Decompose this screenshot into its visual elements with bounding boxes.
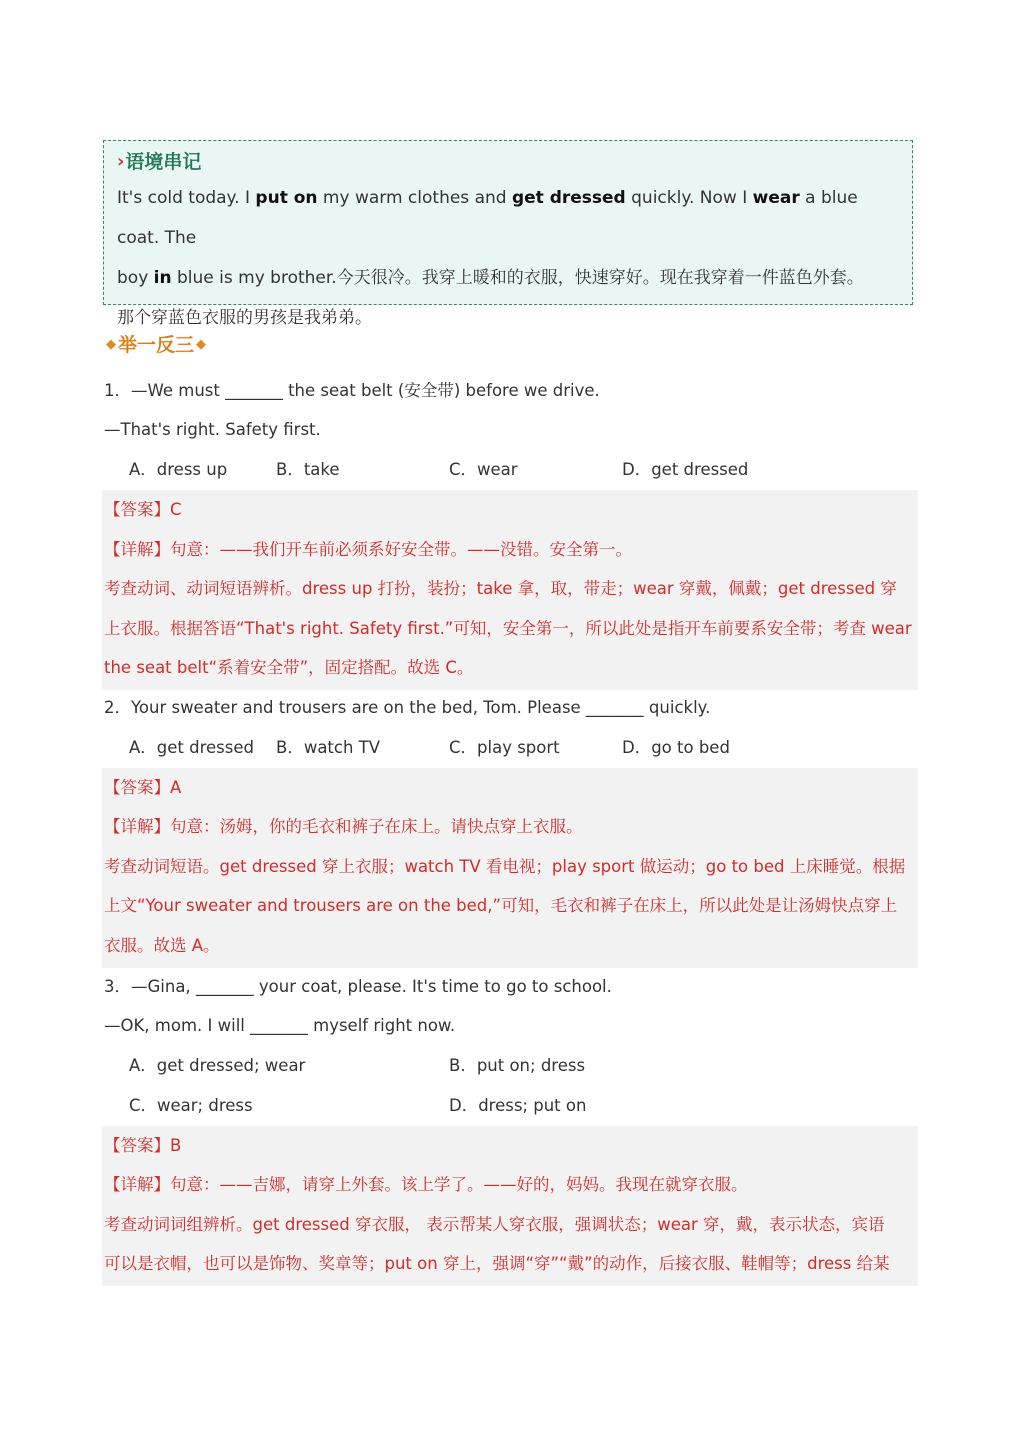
context-line-1: It's cold today. I put on my warm clothes and get dressed quickly. Now I wear a blue coat. The (117, 188, 858, 248)
option-b: B．put on; dress (449, 1056, 586, 1075)
context-line-3: 那个穿蓝色衣服的男孩是我弟弟。 (117, 308, 372, 328)
answer-1: 【答案】C (104, 500, 182, 519)
analysis-2-line-1: 考查动词短语。get dressed 穿上衣服；watch TV 看电视；play sport 做运动；go to bed 上床睡觉。根据 (104, 857, 906, 876)
answer-block-3 (102, 1126, 918, 1286)
option-a: A．dress up (129, 460, 228, 479)
section-title: ◆ 举一反三 ◆ (104, 330, 208, 360)
option-d: D．go to bed (622, 738, 730, 757)
answer-block-2 (102, 768, 918, 968)
question-3-options-row-1 (104, 1046, 918, 1086)
option-b: B．take (276, 460, 340, 479)
option-a: A．get dressed (129, 738, 254, 757)
detail-3: 【详解】句意：——吉娜，请穿上外套。该上学了。——好的，妈妈。我现在就穿衣服。 (104, 1175, 748, 1194)
option-d: D．get dressed (622, 460, 749, 479)
option-b: B．watch TV (276, 738, 381, 757)
detail-2: 【详解】句意：汤姆，你的毛衣和裤子在床上。请快点穿上衣服。 (104, 817, 583, 836)
analysis-1-line-3: the seat belt“系着安全带”，固定搭配。故选 C。 (104, 658, 474, 677)
option-c: C．play sport (449, 738, 560, 757)
question-3-options-row-2 (104, 1086, 918, 1126)
option-c: C．wear (449, 460, 518, 479)
question-2-stem: 2．Your sweater and trousers are on the bed, Tom. Please _______ quickly. (104, 698, 711, 717)
question-1-reply: —That's right. Safety first. (104, 420, 321, 439)
context-memory-box (103, 140, 913, 328)
question-3-stem: 3．—Gina, _______ your coat, please. It's time to go to school. (104, 977, 612, 996)
diamond-icon: ◆ (106, 337, 116, 352)
keyword-get-dressed: get dressed (511, 188, 626, 208)
analysis-3-line-2: 可以是衣帽，也可以是饰物、奖章等；put on 穿上，强调“穿”“戴”的动作，后接衣服、鞋帽等；dress 给某 (104, 1254, 890, 1273)
diamond-icon: ◆ (196, 337, 207, 352)
analysis-2-line-3: 衣服。故选 A。 (104, 936, 220, 955)
keyword-in: in (153, 268, 172, 288)
context-box-body (117, 178, 902, 338)
keyword-wear: wear (752, 188, 800, 208)
question-3-reply: —OK, mom. I will _______ myself right now. (104, 1016, 456, 1035)
question-1-stem: 1．—We must _______ the seat belt (安全带) before we drive. (104, 381, 600, 400)
context-box-heading (117, 147, 902, 177)
detail-1: 【详解】句意：——我们开车前必须系好安全带。——没错。安全第一。 (104, 540, 632, 559)
context-line-2: boy in blue is my brother.今天很冷。我穿上暖和的衣服，快速穿好。现在我穿着一件蓝色外套。 (117, 268, 864, 288)
question-1-options (104, 450, 918, 490)
answer-block-1 (102, 490, 918, 690)
keyword-put-on: put on (255, 188, 318, 208)
chevron-right-icon: › (117, 151, 125, 172)
analysis-3-line-1: 考查动词词组辨析。get dressed 穿衣服， 表示帮某人穿衣服，强调状态；wear 穿，戴，表示状态，宾语 (104, 1215, 885, 1234)
context-box-title: 语境串记 (125, 151, 202, 173)
answer-2: 【答案】A (104, 778, 182, 797)
option-d: D．dress; put on (449, 1096, 587, 1115)
question-2-options (104, 728, 918, 768)
analysis-1-line-2: 上衣服。根据答语“That's right. Safety first.”可知，安全第一，所以此处是指开车前要系安全带；考查 wear (104, 619, 912, 638)
analysis-1-line-1: 考查动词、动词短语辨析。dress up 打扮，装扮；take 拿，取，带走；wear 穿戴，佩戴；get dressed 穿 (104, 579, 897, 598)
option-c: C．wear; dress (129, 1096, 253, 1115)
answer-3: 【答案】B (104, 1136, 182, 1155)
option-a: A．get dressed; wear (129, 1056, 306, 1075)
analysis-2-line-2: 上文“Your sweater and trousers are on the bed,”可知，毛衣和裤子在床上，所以此处是让汤姆快点穿上 (104, 896, 898, 915)
